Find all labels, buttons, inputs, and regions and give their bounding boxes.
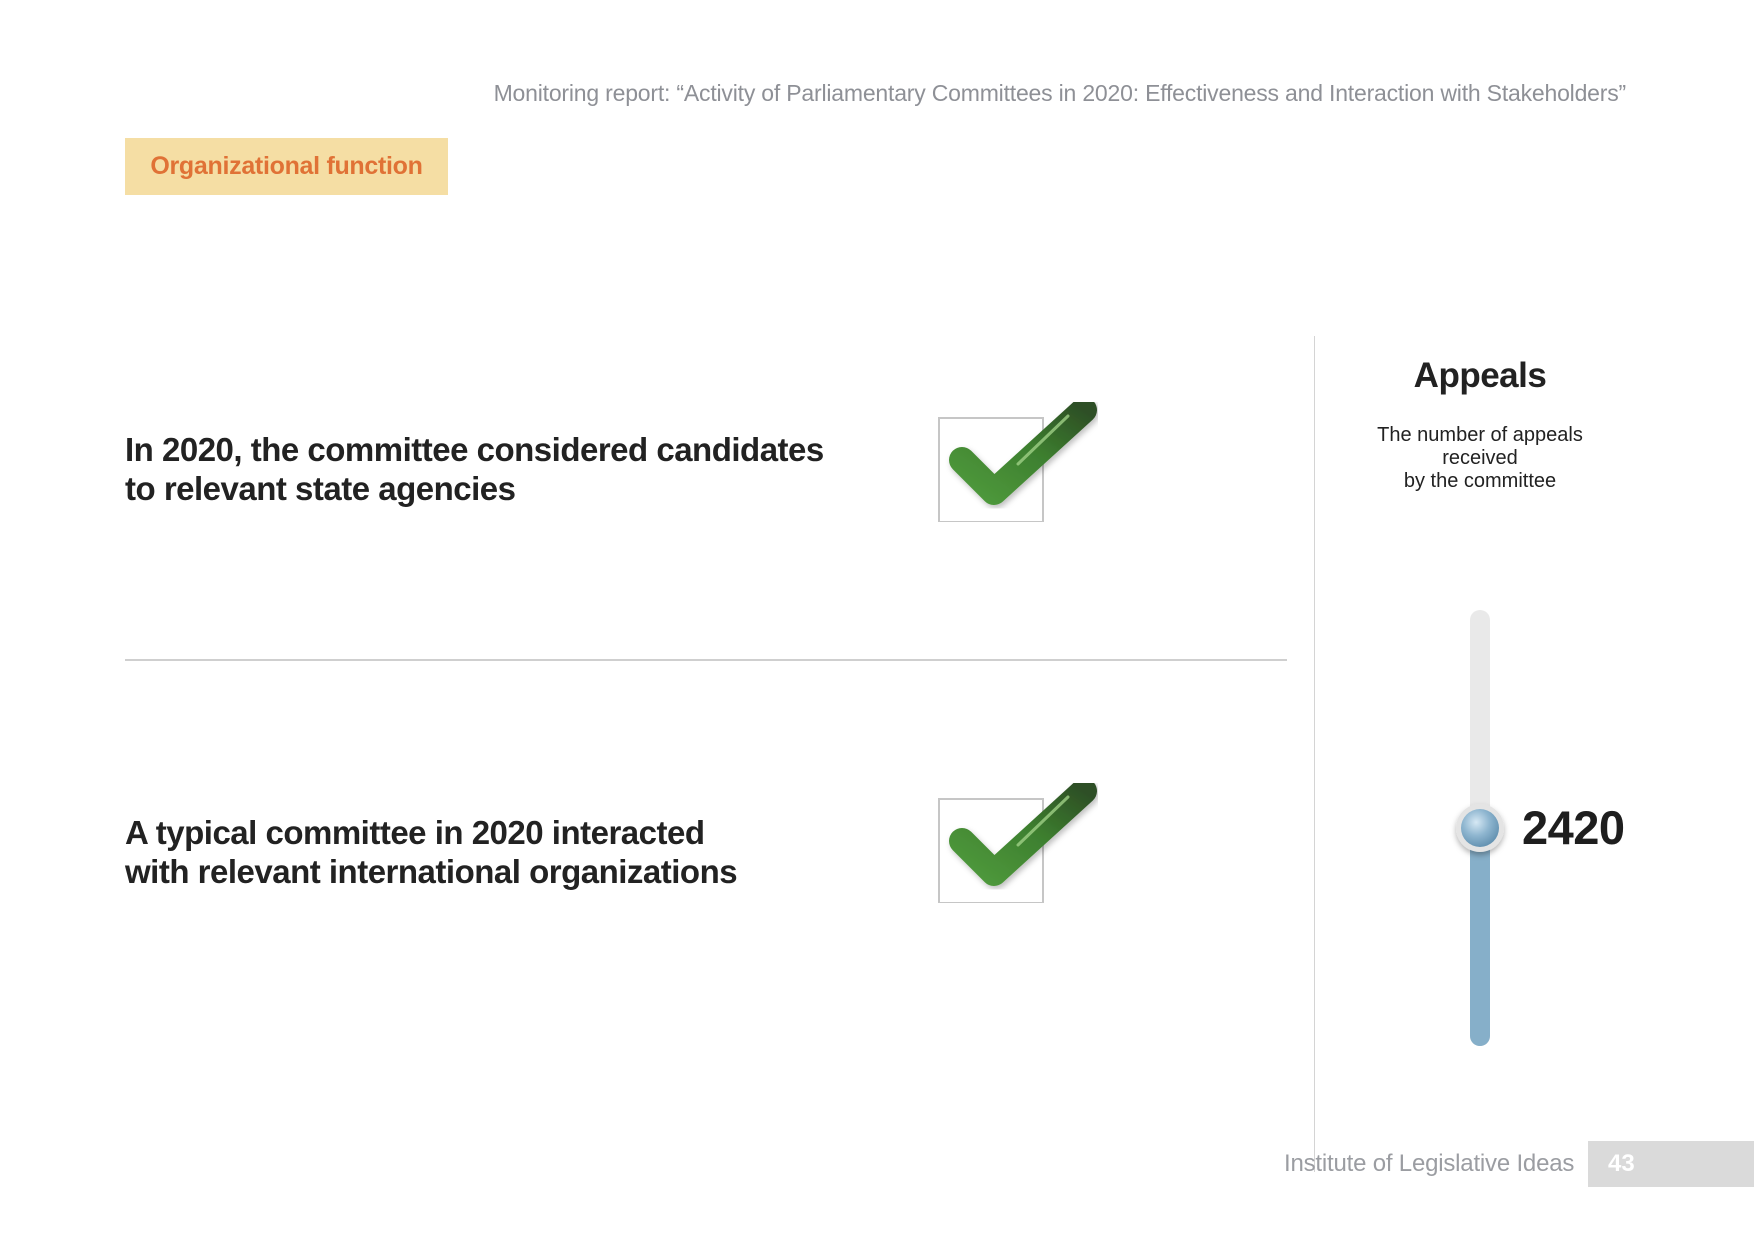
checkmark-icon	[938, 783, 1098, 903]
footer-organization: Institute of Legislative Ideas	[1284, 1150, 1575, 1177]
statement-1-line-1: In 2020, the committee considered candidates	[125, 431, 824, 468]
appeals-description	[1360, 424, 1600, 493]
appeals-gauge	[1440, 600, 1520, 1060]
gauge-knob	[1456, 804, 1504, 852]
report-title: Monitoring report: “Activity of Parliamentary Committees in 2020: Effectiveness and Interaction with Stakeholders”	[493, 80, 1626, 106]
gauge-fill	[1470, 828, 1490, 1046]
statement-2-line-1: A typical committee in 2020 interacted	[125, 814, 705, 851]
appeals-description-line-2: received	[1442, 447, 1518, 469]
statement-2-line-2: with relevant international organizations	[125, 853, 738, 890]
section-label: Organizational function	[150, 152, 423, 180]
appeals-description-line-1: The number of appeals	[1377, 424, 1583, 446]
section-tag	[125, 138, 448, 195]
appeals-description-line-3: by the committee	[1403, 470, 1557, 492]
appeals-value: 2420	[1522, 801, 1625, 854]
checkmark-icon	[938, 402, 1098, 522]
page-number: 43	[1608, 1150, 1635, 1177]
page-number-box	[1588, 1141, 1754, 1187]
statement-1-line-2: to relevant state agencies	[125, 470, 516, 507]
statement-1	[125, 430, 824, 508]
statement-2	[125, 813, 737, 891]
appeals-title: Appeals	[1413, 356, 1547, 395]
section-divider	[125, 659, 1287, 661]
column-separator	[1314, 336, 1315, 1172]
